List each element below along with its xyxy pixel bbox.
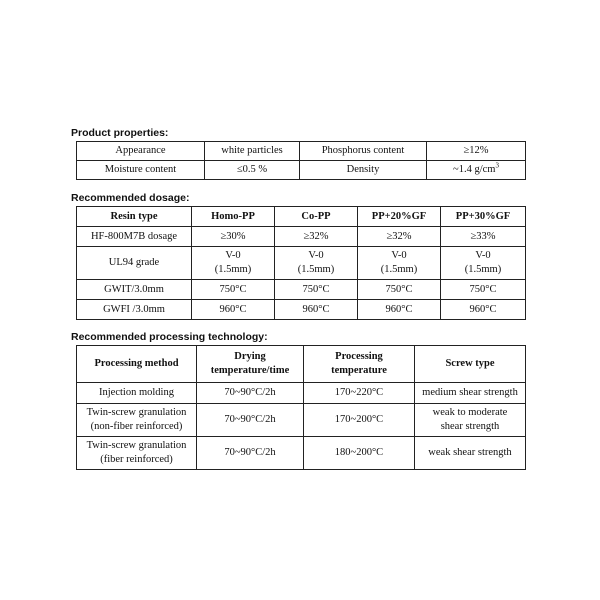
table-row <box>77 404 526 437</box>
table-cell: Density <box>300 161 427 180</box>
processing-technology-table <box>76 345 526 470</box>
product-properties-title: Product properties: <box>71 127 169 139</box>
density-unit-superscript: 3 <box>495 161 499 170</box>
cell-line: weak to moderate <box>432 407 508 418</box>
table-cell <box>358 247 441 280</box>
drying-cell: 70~90°C/2h <box>197 383 304 404</box>
table-row <box>77 227 526 247</box>
table-cell <box>192 247 275 280</box>
table-cell: 960°C <box>358 300 441 320</box>
table-cell: ≥32% <box>275 227 358 247</box>
recommended-dosage-table <box>76 206 526 320</box>
table-cell <box>275 247 358 280</box>
column-header: Co-PP <box>275 207 358 227</box>
row-label: UL94 grade <box>77 247 192 280</box>
column-header: Processing method <box>77 346 197 383</box>
column-header <box>197 346 304 383</box>
table-cell: ≥12% <box>427 142 526 161</box>
ul94-thickness: (1.5mm) <box>297 264 335 275</box>
temperature-cell: 170~220°C <box>304 383 415 404</box>
column-header: PP+20%GF <box>358 207 441 227</box>
product-properties-table <box>76 141 526 180</box>
screw-cell: medium shear strength <box>415 383 526 404</box>
ul94-thickness: (1.5mm) <box>380 264 418 275</box>
cell-line: Twin-screw granulation <box>86 440 187 451</box>
table-cell: ≥32% <box>358 227 441 247</box>
ul94-value: V-0 <box>308 250 324 261</box>
table-row <box>77 383 526 404</box>
screw-cell <box>415 404 526 437</box>
table-cell: 960°C <box>441 300 526 320</box>
table-cell: 750°C <box>192 280 275 300</box>
column-header: Resin type <box>77 207 192 227</box>
header-line: temperature/time <box>210 365 290 376</box>
method-cell: Injection molding <box>77 383 197 404</box>
screw-cell: weak shear strength <box>415 437 526 470</box>
table-cell: 960°C <box>275 300 358 320</box>
table-header-row <box>77 346 526 383</box>
table-cell: 750°C <box>358 280 441 300</box>
table-cell: Moisture content <box>77 161 205 180</box>
table-header-row <box>77 207 526 227</box>
table-cell: ≤0.5 % <box>205 161 300 180</box>
column-header: PP+30%GF <box>441 207 526 227</box>
ul94-value: V-0 <box>391 250 407 261</box>
cell-line: shear strength <box>440 421 500 432</box>
table-cell <box>441 247 526 280</box>
processing-technology-title: Recommended processing technology: <box>71 331 268 343</box>
table-cell: ≥33% <box>441 227 526 247</box>
ul94-thickness: (1.5mm) <box>214 264 252 275</box>
ul94-thickness: (1.5mm) <box>464 264 502 275</box>
table-cell: white particles <box>205 142 300 161</box>
row-label: GWFI /3.0mm <box>77 300 192 320</box>
temperature-cell: 180~200°C <box>304 437 415 470</box>
table-row <box>77 437 526 470</box>
table-cell: 750°C <box>275 280 358 300</box>
table-row <box>77 247 526 280</box>
table-row <box>77 161 526 180</box>
table-row <box>77 280 526 300</box>
table-cell <box>427 161 526 180</box>
ul94-value: V-0 <box>225 250 241 261</box>
recommended-dosage-title: Recommended dosage: <box>71 192 190 204</box>
table-row <box>77 300 526 320</box>
row-label: GWIT/3.0mm <box>77 280 192 300</box>
table-cell: Appearance <box>77 142 205 161</box>
cell-line: Twin-screw granulation <box>86 407 187 418</box>
row-label: HF-800M7B dosage <box>77 227 192 247</box>
method-cell <box>77 404 197 437</box>
header-line: Processing <box>335 351 383 362</box>
table-cell: 750°C <box>441 280 526 300</box>
header-line: temperature <box>331 365 387 376</box>
drying-cell: 70~90°C/2h <box>197 437 304 470</box>
table-cell: ≥30% <box>192 227 275 247</box>
table-cell: 960°C <box>192 300 275 320</box>
cell-line: (fiber reinforced) <box>100 454 173 465</box>
header-line: Drying <box>234 351 266 362</box>
density-value: ~1.4 g/cm <box>453 164 496 175</box>
table-row <box>77 142 526 161</box>
column-header <box>304 346 415 383</box>
column-header: Homo-PP <box>192 207 275 227</box>
method-cell <box>77 437 197 470</box>
cell-line: (non-fiber reinforced) <box>90 421 183 432</box>
column-header: Screw type <box>415 346 526 383</box>
temperature-cell: 170~200°C <box>304 404 415 437</box>
ul94-value: V-0 <box>475 250 491 261</box>
table-cell: Phosphorus content <box>300 142 427 161</box>
drying-cell: 70~90°C/2h <box>197 404 304 437</box>
